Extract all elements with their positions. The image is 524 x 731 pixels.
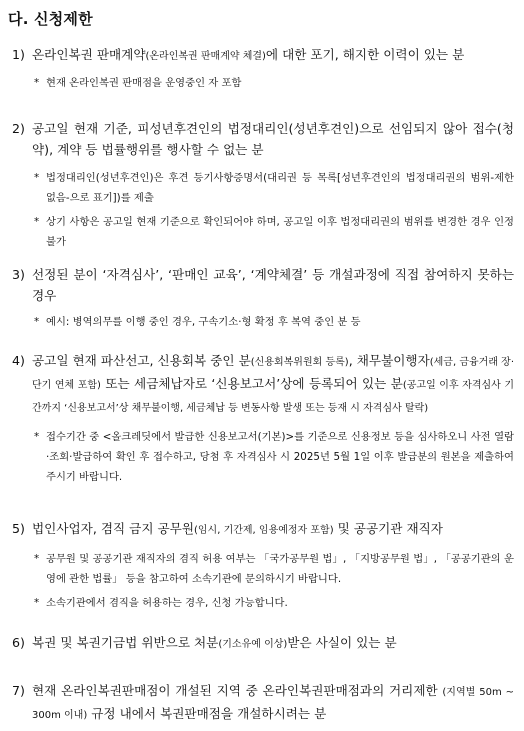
item-text <box>12 632 514 655</box>
item-text-part: 또는 세금체납자로 ‘신용보고서’상에 등록되어 있는 분 <box>100 376 403 391</box>
item-text <box>12 44 514 67</box>
item-text-part: 현재 온라인복권판매점이 개설된 지역 중 온라인복권판매점과의 거리제한 <box>32 683 443 698</box>
item-number: 2) <box>12 121 25 136</box>
item-text-small: (공고일 이후 자격심사 기간까지 ‘신용보고서’상 채무불이행, 세금체납 등 변동사항 발생 또는 등재 시 자격심사 탈락) <box>32 380 515 414</box>
item-text-small: (임시, 기간제, 임용예정자 포함) <box>194 525 334 536</box>
item-text-small: (기소유예 이상) <box>218 639 288 650</box>
item-note <box>34 168 514 208</box>
restriction-item-3 <box>12 264 514 332</box>
note-text: 접수기간 중 <올크레딧에서 발급한 신용보고서(기본)>를 기준으로 신용정보 등을 심사하오니 사전 열람·조회·발급하여 확인 후 접수하고, 당첨 후 자격심사 시 2025년 5월 1일 이후 발급분의 원본을 제출하여 주시기 바랍니다. <box>46 431 514 483</box>
item-text <box>12 350 514 419</box>
note-text: 예시: 병역의무를 이행 중인 경우, 구속기소·형 확정 후 복역 중인 분 등 <box>46 316 361 328</box>
item-text-small: (신용회복위원회 등록) <box>250 357 349 368</box>
item-text <box>12 118 514 160</box>
item-text-part: 공고일 현재 파산선고, 신용회복 중인 분 <box>32 353 251 368</box>
item-text-small: (지역별 50m ~ 300m 이내) <box>32 687 514 721</box>
item-note <box>34 549 514 589</box>
note-text: 상기 사항은 공고일 현재 기준으로 확인되어야 하며, 공고일 이후 법정대리권의 범위를 변경한 경우 인정 불가 <box>46 216 514 248</box>
restriction-item-2 <box>12 118 514 252</box>
item-text <box>12 518 514 541</box>
item-number: 3) <box>12 267 25 282</box>
item-number: 1) <box>12 47 25 62</box>
note-text: 공무원 및 공공기관 재직자의 겸직 허용 여부는 「국가공무원 법」, 「지방공무원 법」, 「공공기관의 운영에 관한 법률」 등을 참고하여 소속기관에 문의하시기 바랍니다. <box>46 553 514 585</box>
note-marker: * <box>34 431 40 443</box>
item-text-part: 선정된 분이 ‘자격심사’, ‘판매인 교육’, ‘계약체결’ 등 개설과정에 직접 참여하지 못하는 경우 <box>32 267 514 303</box>
note-marker: * <box>34 553 40 565</box>
item-text <box>12 680 514 726</box>
item-number: 5) <box>12 521 25 536</box>
restriction-item-6 <box>12 632 514 655</box>
note-text: 현재 온라인복권 판매점을 운영중인 자 포함 <box>46 77 242 89</box>
item-number: 6) <box>12 635 25 650</box>
note-text: 법정대리인(성년후견인)은 후견 등기사항증명서(대리권 등 목록[성년후견인의 법정대리권의 범위-제한 없음-으로 표기])를 제출 <box>46 172 514 204</box>
item-number: 4) <box>12 353 25 368</box>
note-marker: * <box>34 597 40 609</box>
note-marker: * <box>34 216 40 228</box>
restriction-item-7 <box>12 680 514 726</box>
item-text-small: (온라인복권 판매계약 체결) <box>145 51 266 62</box>
item-text-part: 복권 및 복권기금법 위반으로 처분 <box>32 635 219 650</box>
note-marker: * <box>34 172 40 184</box>
restriction-item-5 <box>12 518 514 613</box>
item-number: 7) <box>12 683 25 698</box>
item-note <box>34 312 514 332</box>
item-text-part: 에 대한 포기, 해지한 이력이 있는 분 <box>265 47 465 62</box>
item-text-part: 받은 사실이 있는 분 <box>287 635 397 650</box>
section-title: 다. 신청제한 <box>8 10 93 28</box>
item-text-part: 및 공공기관 재직자 <box>333 521 443 536</box>
item-text-small: (세금, 금융거래 장·단기 연체 포함) <box>32 357 515 391</box>
item-note <box>34 427 514 487</box>
note-text: 소속기관에서 겸직을 허용하는 경우, 신청 가능합니다. <box>46 597 288 609</box>
item-note <box>34 212 514 252</box>
restriction-item-1 <box>12 44 514 93</box>
note-marker: * <box>34 316 40 328</box>
item-note <box>34 593 514 613</box>
note-marker: * <box>34 77 40 89</box>
item-text-part: , 채무불이행자 <box>348 353 430 368</box>
item-text-part: 온라인복권 판매계약 <box>32 47 146 62</box>
restriction-item-4 <box>12 350 514 487</box>
item-text-part: 법인사업자, 겸직 금지 공무원 <box>32 521 194 536</box>
item-text-part: 공고일 현재 기준, 피성년후견인의 법정대리인(성년후견인)으로 선임되지 않아 접수(청약), 계약 등 법률행위를 행사할 수 없는 분 <box>32 121 514 157</box>
item-note <box>34 73 514 93</box>
item-text <box>12 264 514 306</box>
item-text-part: 규정 내에서 복권판매점을 개설하시려는 분 <box>87 706 327 721</box>
